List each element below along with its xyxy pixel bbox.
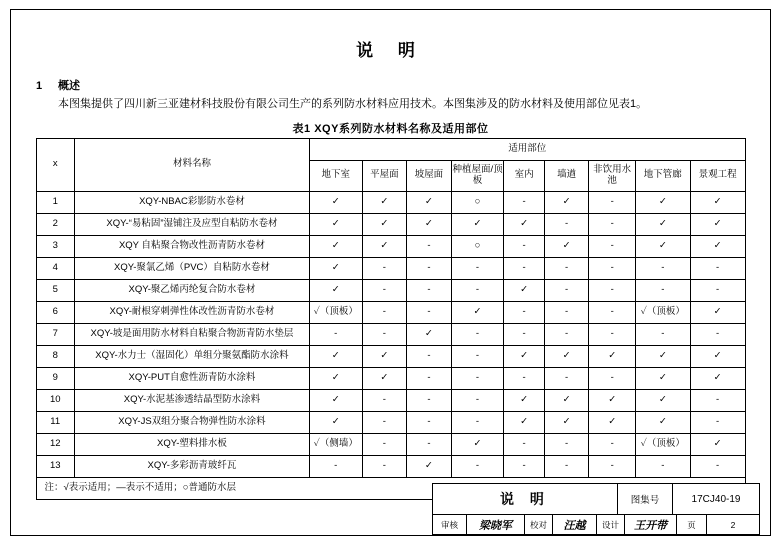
row-cell-7: ✓（顶板）: [635, 433, 690, 455]
row-cell-3: ✓: [451, 213, 504, 235]
row-cell-6: -: [589, 191, 636, 213]
audit-signature: 梁晓军: [479, 519, 512, 532]
row-cell-2: -: [407, 389, 452, 411]
materials-table: [36, 138, 746, 500]
row-cell-7: ✓（顶板）: [635, 301, 690, 323]
row-cell-8: ✓: [690, 235, 745, 257]
row-cell-7: -: [635, 323, 690, 345]
row-cell-2: -: [407, 301, 452, 323]
row-cell-3: ✓: [451, 433, 504, 455]
page-title: 说 明: [356, 41, 425, 60]
row-cell-5: -: [544, 213, 589, 235]
header-col-6: 非饮用水池: [589, 160, 636, 191]
row-cell-3: -: [451, 389, 504, 411]
row-cell-5: -: [544, 367, 589, 389]
row-index: 4: [36, 257, 74, 279]
row-cell-7: -: [635, 455, 690, 477]
row-cell-5: -: [544, 279, 589, 301]
row-cell-6: -: [589, 433, 636, 455]
row-cell-4: -: [504, 455, 545, 477]
row-cell-0: -: [309, 323, 362, 345]
row-cell-2: ✓: [407, 455, 452, 477]
row-cell-6: ✓: [589, 389, 636, 411]
audit-name: [467, 515, 525, 534]
table-row: [36, 257, 745, 279]
row-cell-8: -: [690, 411, 745, 433]
row-index: 2: [36, 213, 74, 235]
header-col-1: 平屋面: [362, 160, 407, 191]
row-cell-4: -: [504, 367, 545, 389]
row-index: 3: [36, 235, 74, 257]
row-index: 7: [36, 323, 74, 345]
row-material-name: XQY-水力士（湿固化）单组分聚氨酯防水涂料: [74, 345, 309, 367]
title-block: [432, 483, 760, 535]
row-cell-3: -: [451, 279, 504, 301]
row-cell-6: ✓: [589, 411, 636, 433]
row-cell-1: -: [362, 455, 407, 477]
row-cell-7: ✓: [635, 389, 690, 411]
title-block-top-row: [433, 484, 759, 514]
page-number: 2: [730, 519, 736, 530]
row-index: 13: [36, 455, 74, 477]
header-applicable-parts: 适用部位: [309, 138, 745, 160]
header-material-name: 材料名称: [74, 138, 309, 191]
row-cell-5: -: [544, 455, 589, 477]
header-col-7: 地下管廊: [635, 160, 690, 191]
header-index: x: [36, 138, 74, 191]
row-cell-2: -: [407, 257, 452, 279]
row-cell-4: ✓: [504, 345, 545, 367]
table-caption: 表1 XQY系列防水材料名称及适用部位: [292, 122, 489, 135]
row-cell-8: -: [690, 257, 745, 279]
table-row: [36, 433, 745, 455]
row-cell-8: -: [690, 455, 745, 477]
row-cell-0: ✓: [309, 213, 362, 235]
row-cell-0: ✓: [309, 279, 362, 301]
row-cell-1: -: [362, 301, 407, 323]
row-cell-7: ✓: [635, 367, 690, 389]
atlas-code-label: 图集号: [618, 484, 673, 514]
row-cell-7: ✓: [635, 213, 690, 235]
row-cell-2: -: [407, 433, 452, 455]
header-col-3: 种植屋面/顶板: [451, 160, 504, 191]
row-cell-3: -: [451, 345, 504, 367]
row-cell-2: -: [407, 279, 452, 301]
row-cell-0: ✓: [309, 345, 362, 367]
row-cell-5: -: [544, 323, 589, 345]
row-cell-3: -: [451, 323, 504, 345]
design-signature: 王开带: [634, 519, 667, 532]
row-cell-0: ✓: [309, 257, 362, 279]
row-cell-4: -: [504, 301, 545, 323]
header-col-0: 地下室: [309, 160, 362, 191]
row-cell-5: -: [544, 433, 589, 455]
row-cell-2: -: [407, 367, 452, 389]
row-cell-6: -: [589, 279, 636, 301]
row-cell-3: -: [451, 411, 504, 433]
check-signature: 汪越: [563, 519, 586, 532]
row-index: 12: [36, 433, 74, 455]
row-cell-4: ✓: [504, 279, 545, 301]
row-cell-2: -: [407, 235, 452, 257]
row-index: 8: [36, 345, 74, 367]
row-index: 6: [36, 301, 74, 323]
row-cell-2: ✓: [407, 323, 452, 345]
row-cell-4: -: [504, 257, 545, 279]
row-cell-0: ✓: [309, 235, 362, 257]
row-cell-0: ✓: [309, 411, 362, 433]
row-material-name: XQY-NBAC彩影防水卷材: [74, 191, 309, 213]
row-cell-8: -: [690, 389, 745, 411]
page-label: 页: [677, 515, 707, 534]
row-cell-4: ✓: [504, 411, 545, 433]
design-label: 设计: [597, 515, 625, 534]
section-heading: [36, 77, 747, 93]
row-cell-3: -: [451, 455, 504, 477]
row-cell-4: -: [504, 235, 545, 257]
row-cell-8: -: [690, 323, 745, 345]
row-index: 10: [36, 389, 74, 411]
row-material-name: XQY-“易粘固”湿铺注及应型自粘防水卷材: [74, 213, 309, 235]
row-material-name: XQY-聚乙烯丙纶复合防水卷材: [74, 279, 309, 301]
row-cell-1: -: [362, 411, 407, 433]
table-row: [36, 345, 745, 367]
table-row: [36, 455, 745, 477]
row-cell-7: ✓: [635, 411, 690, 433]
row-material-name: XQY 自粘聚合物改性沥青防水卷材: [74, 235, 309, 257]
row-material-name: XQY-聚氯乙烯（PVC）自粘防水卷材: [74, 257, 309, 279]
row-cell-1: ✓: [362, 345, 407, 367]
row-cell-3: -: [451, 257, 504, 279]
row-cell-1: -: [362, 433, 407, 455]
row-cell-6: -: [589, 213, 636, 235]
row-cell-7: -: [635, 257, 690, 279]
row-cell-5: ✓: [544, 345, 589, 367]
table-row: [36, 389, 745, 411]
header-col-2: 坡屋面: [407, 160, 452, 191]
row-material-name: XQY-水泥基渗透结晶型防水涂料: [74, 389, 309, 411]
row-cell-6: -: [589, 257, 636, 279]
table-row: [36, 213, 745, 235]
row-cell-7: ✓: [635, 345, 690, 367]
row-cell-7: ✓: [635, 235, 690, 257]
row-cell-5: -: [544, 301, 589, 323]
row-cell-2: ✓: [407, 191, 452, 213]
row-cell-6: -: [589, 455, 636, 477]
table-header-group-row: [36, 138, 745, 160]
row-cell-8: ✓: [690, 301, 745, 323]
row-material-name: XQY-多彩沥青玻纤瓦: [74, 455, 309, 477]
row-material-name: XQY-塑料排水板: [74, 433, 309, 455]
row-cell-6: -: [589, 235, 636, 257]
row-cell-1: ✓: [362, 367, 407, 389]
table-row: [36, 235, 745, 257]
row-cell-0: ✓（侧墙）: [309, 433, 362, 455]
row-cell-1: ✓: [362, 213, 407, 235]
table-row: [36, 301, 745, 323]
row-cell-1: -: [362, 257, 407, 279]
row-cell-0: ✓: [309, 389, 362, 411]
row-cell-8: ✓: [690, 433, 745, 455]
row-cell-0: -: [309, 455, 362, 477]
row-cell-3: ✓: [451, 301, 504, 323]
table-row: [36, 411, 745, 433]
table-row: [36, 279, 745, 301]
row-cell-8: ✓: [690, 191, 745, 213]
row-cell-0: ✓: [309, 367, 362, 389]
table-row: [36, 323, 745, 345]
row-material-name: XQY-PUT自愈性沥青防水涂料: [74, 367, 309, 389]
row-cell-5: ✓: [544, 389, 589, 411]
row-cell-3: ○: [451, 191, 504, 213]
row-cell-1: -: [362, 389, 407, 411]
check-name: [553, 515, 597, 534]
page-content: [12, 10, 769, 500]
row-cell-2: -: [407, 411, 452, 433]
row-cell-1: ✓: [362, 191, 407, 213]
row-cell-2: ✓: [407, 213, 452, 235]
row-cell-4: -: [504, 191, 545, 213]
row-cell-1: -: [362, 323, 407, 345]
row-material-name: XQY-耐根穿刺弹性体改性沥青防水卷材: [74, 301, 309, 323]
row-cell-7: ✓: [635, 191, 690, 213]
section-heading-text: 概述: [58, 80, 80, 92]
row-index: 1: [36, 191, 74, 213]
title-block-signature-row: [433, 514, 759, 534]
row-cell-5: ✓: [544, 191, 589, 213]
row-index: 11: [36, 411, 74, 433]
table-note: 注：√表示适用；—表示不适用；○普通防水层: [36, 477, 745, 499]
row-index: 9: [36, 367, 74, 389]
row-cell-1: -: [362, 279, 407, 301]
row-material-name: XQY-JS双组分聚合物弹性防水涂料: [74, 411, 309, 433]
row-cell-7: -: [635, 279, 690, 301]
row-cell-8: ✓: [690, 213, 745, 235]
table-row: [36, 191, 745, 213]
row-cell-4: -: [504, 433, 545, 455]
row-cell-6: -: [589, 323, 636, 345]
row-cell-4: -: [504, 323, 545, 345]
design-name: [625, 515, 677, 534]
row-cell-0: ✓: [309, 191, 362, 213]
row-cell-5: -: [544, 257, 589, 279]
row-cell-2: -: [407, 345, 452, 367]
header-col-4: 室内: [504, 160, 545, 191]
row-cell-3: -: [451, 367, 504, 389]
atlas-code-value: 17CJ40-19: [691, 493, 741, 505]
row-material-name: XQY-坡是面用防水材料自粘聚合物沥青防水垫层: [74, 323, 309, 345]
table-row: [36, 367, 745, 389]
row-cell-6: -: [589, 301, 636, 323]
audit-label: 审核: [433, 515, 467, 534]
row-cell-4: ✓: [504, 213, 545, 235]
row-cell-4: ✓: [504, 389, 545, 411]
row-cell-8: ✓: [690, 345, 745, 367]
row-cell-8: ✓: [690, 367, 745, 389]
row-cell-6: ✓: [589, 345, 636, 367]
section-number: 1: [36, 80, 43, 92]
row-cell-8: -: [690, 279, 745, 301]
row-cell-3: ○: [451, 235, 504, 257]
row-cell-0: ✓（顶板）: [309, 301, 362, 323]
row-index: 5: [36, 279, 74, 301]
header-col-8: 景观工程: [690, 160, 745, 191]
check-label: 校对: [525, 515, 553, 534]
header-col-5: 墙遒: [544, 160, 589, 191]
row-cell-5: ✓: [544, 411, 589, 433]
section-body: 本图集提供了四川新三亚建材科技股份有限公司生产的系列防水材料应用技术。本图集涉及的防水材料及使用部位见表1。: [58, 98, 648, 110]
row-cell-5: ✓: [544, 235, 589, 257]
row-cell-6: -: [589, 367, 636, 389]
row-cell-1: ✓: [362, 235, 407, 257]
drawing-name: 说 明: [433, 484, 618, 514]
